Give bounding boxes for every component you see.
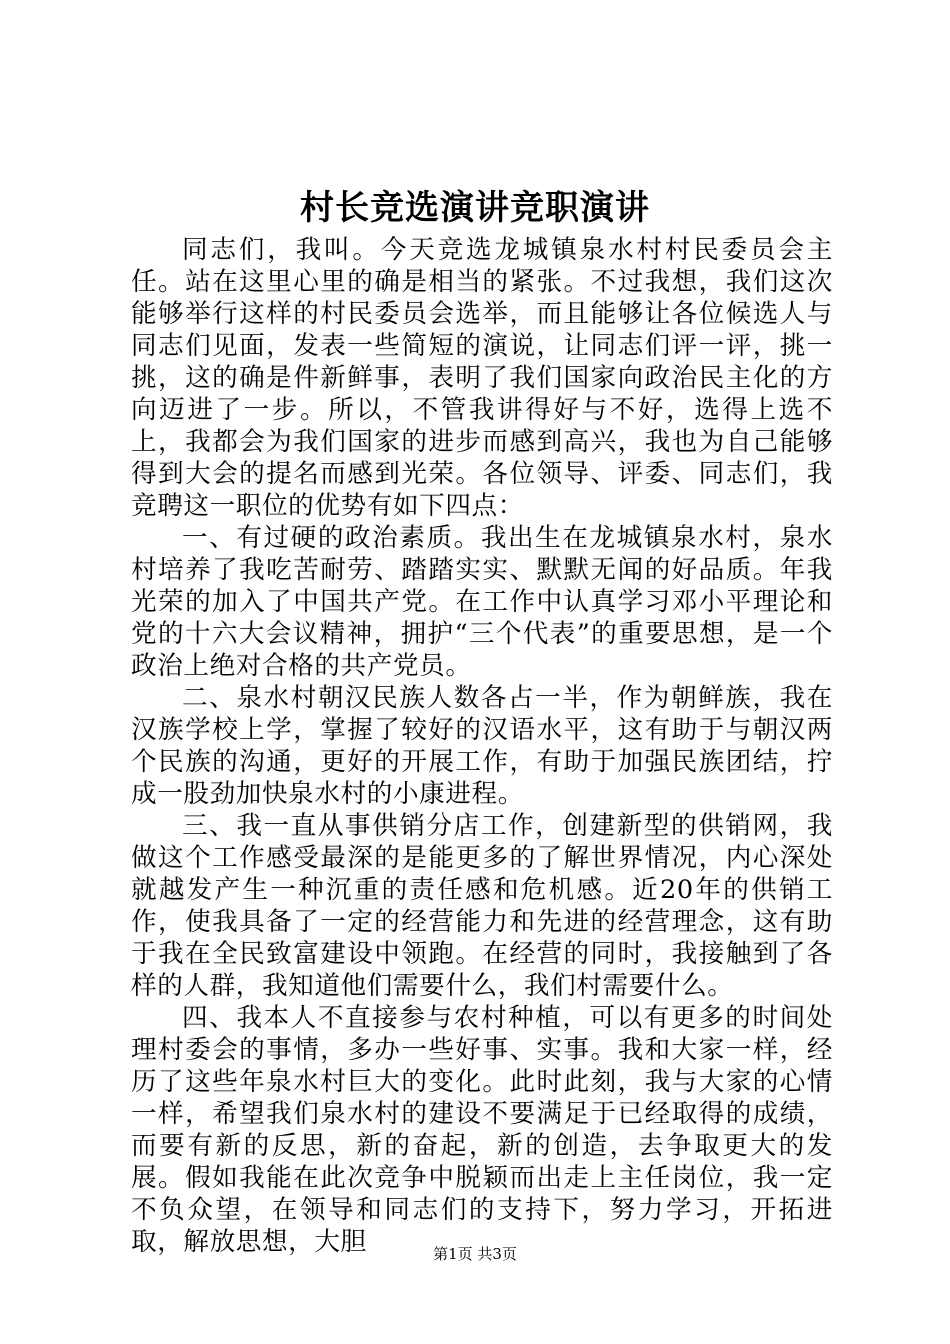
paragraph-point-four: 四、我本人不直接参与农村种植，可以有更多的时间处理村委会的事情，多办一些好事、实事。我和大家一样，经历了这些年泉水村巨大的变化。此时此刻，我与大家的心情一样，希望我们泉水村的建设不要满足于已经取得的成绩，而要有新的反思，新的奋起，新的创造，去争取更大的发展。假如我能在此次竞争中脱颖而出走上主任岗位，我一定不负众望，在领导和同志们的支持下，努力学习，开拓进取，解放思想，大胆	[131, 1003, 833, 1257]
page-number-footer: 第1页 共3页	[433, 1245, 517, 1263]
document-title: 村长竞选演讲竞职演讲	[300, 188, 650, 228]
document-body	[131, 234, 833, 1258]
paragraph-point-two: 二、泉水村朝汉民族人数各占一半，作为朝鲜族，我在汉族学校上学，掌握了较好的汉语水平，这有助于与朝汉两个民族的沟通，更好的开展工作，有助于加强民族团结，拧成一股劲加快泉水村的小康进程。	[131, 683, 833, 809]
paragraph-point-three: 三、我一直从事供销分店工作，创建新型的供销网，我做这个工作感受最深的是能更多的了解世界情况，内心深处就越发产生一种沉重的责任感和危机感。近20年的供销工作，使我具备了一定的经营能力和先进的经营理念，这有助于我在全民致富建设中领跑。在经营的同时，我接触到了各样的人群，我知道他们需要什么，我们村需要什么。	[131, 811, 833, 1001]
paragraph-point-one: 一、有过硬的政治素质。我出生在龙城镇泉水村，泉水村培养了我吃苦耐劳、踏踏实实、默默无闻的好品质。年我光荣的加入了中国共产党。在工作中认真学习邓小平理论和党的十六大会议精神，拥护“三个代表”的重要思想，是一个政治上绝对合格的共产党员。	[131, 523, 833, 681]
paragraph-intro: 同志们，我叫。今天竞选龙城镇泉水村村民委员会主任。站在这里心里的确是相当的紧张。不过我想，我们这次能够举行这样的村民委员会选举，而且能够让各位候选人与同志们见面，发表一些简短的演说，让同志们评一评，挑一挑，这的确是件新鲜事，表明了我们国家向政治民主化的方向迈进了一步。所以，不管我讲得好与不好，选得上选不上，我都会为我们国家的进步而感到高兴，我也为自己能够得到大会的提名而感到光荣。各位领导、评委、同志们，我竞聘这一职位的优势有如下四点：	[131, 235, 833, 521]
